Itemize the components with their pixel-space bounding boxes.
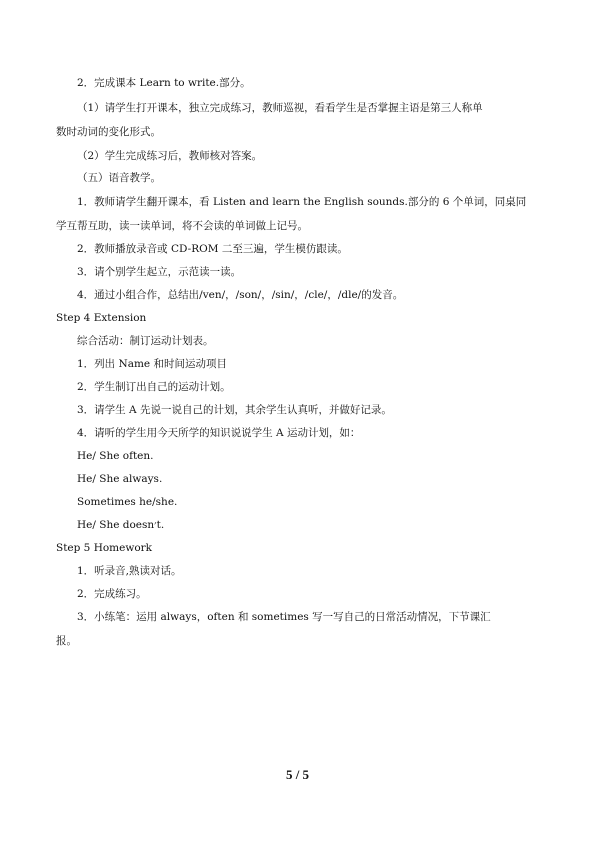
- example-sentence: He/ She often.: [77, 450, 154, 462]
- section-heading: （五）语音教学。: [77, 172, 161, 184]
- text-line: （1）请学生打开课本，独立完成练习，教师巡视，看看学生是否掌握主语是第三人称单: [77, 102, 483, 114]
- text-line: 2．完成练习。: [77, 588, 147, 600]
- text-line: 4．通过小组合作，总结出/ven/，/son/，/sin/，/cle/，/dle/的发音。: [77, 289, 404, 301]
- text-line: 报。: [56, 635, 77, 647]
- step-heading: Step 5 Homework: [56, 542, 153, 554]
- text-line: 1．教师请学生翻开课本，看 Listen and learn the English sounds.部分的 6 个单词，同桌同: [77, 196, 527, 208]
- text-line: 2．教师播放录音或 CD-ROM 二至三遍，学生模仿跟读。: [77, 243, 348, 255]
- example-sentence: Sometimes he/she.: [77, 496, 178, 508]
- text-line: 2．完成课本 Learn to write.部分。: [77, 77, 251, 89]
- text-line: 3．请个别学生起立，示范读一读。: [77, 266, 242, 278]
- text-line: 3．请学生 A 先说一说自己的计划，其余学生认真听，并做好记录。: [77, 404, 392, 416]
- text-line: 数时动词的变化形式。: [56, 126, 161, 138]
- text-line: 学互帮互助，读一读单词，将不会读的单词做上记号。: [56, 220, 308, 232]
- text-line: 3．小练笔：运用 always，often 和 sometimes 写一写自己的日常活动情况，下节课汇: [77, 611, 491, 623]
- text-line: 综合活动：制订运动计划表。: [77, 335, 214, 347]
- text-line: 1．听录音,熟读对话。: [77, 565, 182, 577]
- step-heading: Step 4 Extension: [56, 312, 147, 324]
- text-line: 2．学生制订出自己的运动计划。: [77, 381, 231, 393]
- text-line: （2）学生完成练习后，教师核对答案。: [77, 150, 263, 162]
- text-line: 4．请听的学生用今天所学的知识说说学生 A 运动计划，如：: [77, 427, 361, 439]
- text-line: 1．列出 Name 和时间运动项目: [77, 358, 227, 370]
- example-sentence: He/ She doesn׳t.: [77, 519, 165, 531]
- example-sentence: He/ She always.: [77, 473, 163, 485]
- page-number: 5 / 5: [285, 767, 310, 782]
